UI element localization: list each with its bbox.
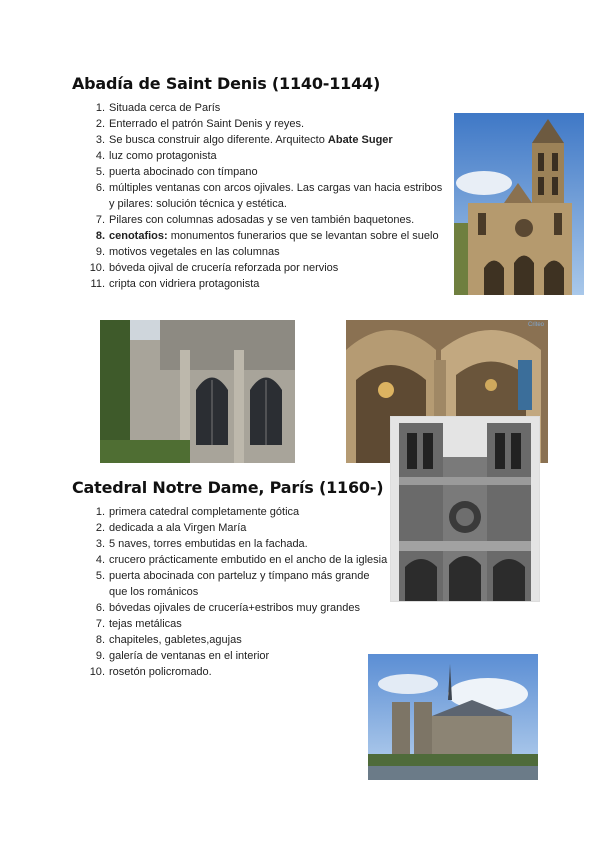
list-item-text: Enterrado el patrón Saint Denis y reyes. — [109, 118, 305, 130]
list-item — [89, 132, 444, 148]
list-item-number: 4 . — [89, 552, 105, 568]
list-item — [89, 536, 389, 552]
list-item-text: puerta abocinado con tímpano — [109, 166, 258, 178]
photo-credit: Criteo — [527, 322, 544, 328]
notre-dame-side-photo — [368, 654, 538, 780]
list-item-number: 10 . — [89, 260, 105, 276]
list-item-number: 8 . — [89, 228, 105, 244]
list-item-text: Pilares con columnas adosadas y se ven también baquetones. — [109, 214, 415, 226]
list-item — [89, 164, 444, 180]
list-item-number: 2 . — [89, 520, 105, 536]
list-item-text: dedicada a ala Virgen María — [109, 522, 247, 534]
list-item-number: 7 . — [89, 616, 105, 632]
list-item-number: 9 . — [89, 648, 105, 664]
list-item-number: 6 . — [89, 180, 105, 196]
list-item-text: primera catedral completamente gótica — [109, 506, 300, 518]
list-item — [89, 228, 444, 244]
section-title-notre-dame: Catedral Notre Dame, París (1160-) — [72, 478, 384, 497]
list-item-text: bóvedas ojivales de crucería+estribos muy grandes — [109, 602, 360, 614]
list-item-text: crucero prácticamente embutido en el ancho de la iglesia — [109, 554, 388, 566]
list-item-number: 3 . — [89, 536, 105, 552]
list-item-text: Se busca construir algo diferente. Arquitecto — [109, 134, 328, 146]
list-item — [89, 600, 389, 616]
section-title-saint-denis: Abadía de Saint Denis (1140-1144) — [72, 74, 381, 93]
list-item-text: monumentos funerarios que se levantan sobre el suelo — [167, 230, 439, 242]
list-item-text: motivos vegetales en las columnas — [109, 246, 280, 258]
list-item — [89, 116, 444, 132]
notre-dame-list — [89, 504, 389, 680]
list-item — [89, 180, 444, 212]
list-item — [89, 100, 444, 116]
list-item-text: chapiteles, gabletes,agujas — [109, 634, 242, 646]
list-item-text: bóveda ojival de crucería reforzada por nervios — [109, 262, 339, 274]
list-item — [89, 616, 389, 632]
list-item-number: 1 . — [89, 100, 105, 116]
list-item — [89, 244, 444, 260]
list-item — [89, 504, 389, 520]
saint-denis-exterior-photo — [100, 320, 295, 463]
list-item — [89, 276, 444, 292]
list-item — [89, 212, 444, 228]
list-item — [89, 520, 389, 536]
list-item-bold-term: Abate Suger — [327, 134, 393, 146]
list-item-number: 11 . — [89, 276, 105, 292]
list-item — [89, 568, 389, 600]
list-item-number: 8 . — [89, 632, 105, 648]
list-item-number: 7 . — [89, 212, 105, 228]
list-item-text: Situada cerca de París — [109, 102, 221, 114]
saint-denis-facade-photo — [454, 113, 584, 295]
notre-dame-facade-photo — [390, 416, 540, 602]
list-item-text: galería de ventanas en el interior — [109, 650, 270, 662]
list-item — [89, 648, 389, 664]
list-item-text: tejas metálicas — [109, 618, 182, 630]
saint-denis-list — [89, 100, 444, 292]
list-item-number: 3 . — [89, 132, 105, 148]
list-item-number: 2 . — [89, 116, 105, 132]
list-item-number: 9 . — [89, 244, 105, 260]
list-item — [89, 148, 444, 164]
list-item-text: cripta con vidriera protagonista — [109, 278, 260, 290]
list-item-number: 6 . — [89, 600, 105, 616]
list-item-number: 4 . — [89, 148, 105, 164]
list-item — [89, 552, 389, 568]
list-item-number: 5 . — [89, 568, 105, 584]
list-item-text: 5 naves, torres embutidas en la fachada. — [109, 538, 308, 550]
list-item-number: 1 . — [89, 504, 105, 520]
list-item-text: múltiples ventanas con arcos ojivales. Las cargas van hacia estribos y pilares: solución técnica y estética. — [109, 182, 443, 210]
list-item-text: rosetón policromado. — [109, 666, 212, 678]
list-item — [89, 632, 389, 648]
list-item-number: 10 . — [89, 664, 105, 680]
list-item-text: puerta abocinada con parteluz y tímpano más grande que los románicos — [109, 570, 370, 598]
list-item-number: 5 . — [89, 164, 105, 180]
list-item — [89, 260, 444, 276]
list-item-bold-term: cenotafios: — [109, 230, 168, 242]
list-item-text: luz como protagonista — [109, 150, 217, 162]
list-item — [89, 664, 389, 680]
